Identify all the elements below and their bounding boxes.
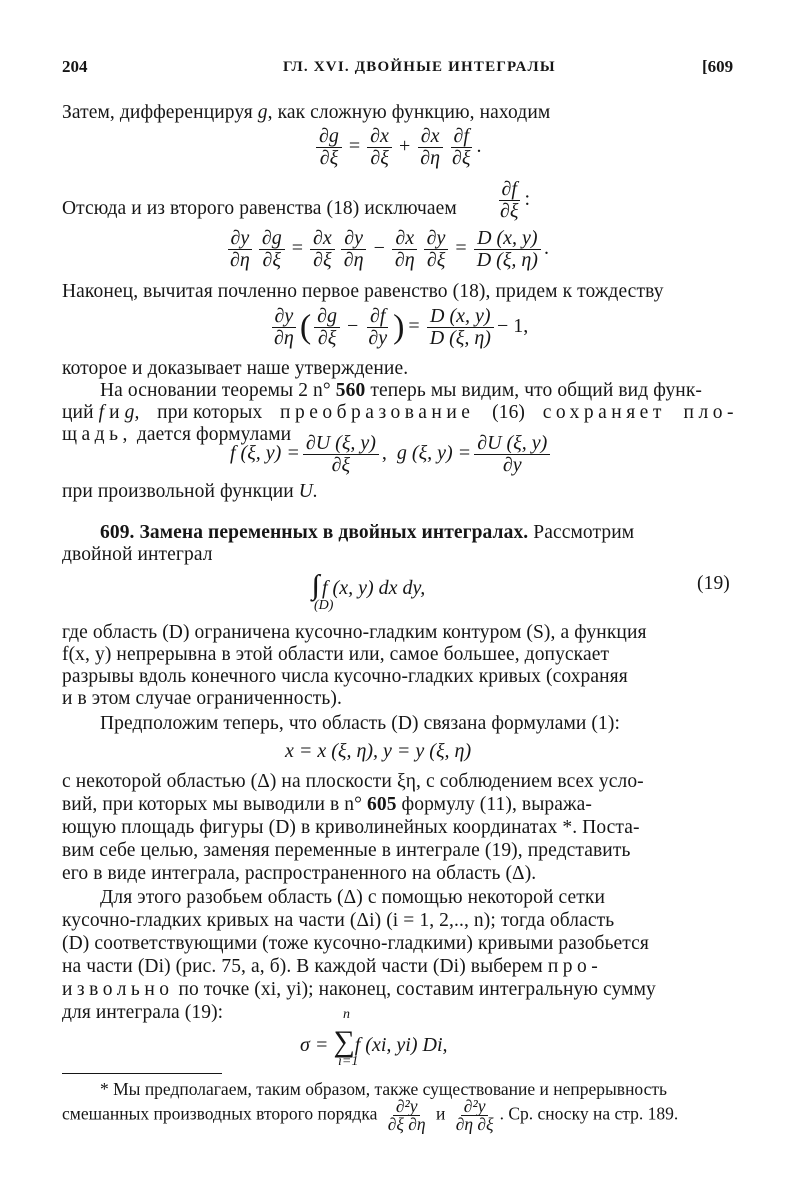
text: 605 — [367, 794, 397, 815]
text: двойной интеграл — [62, 544, 213, 565]
fraction: $\frac{\partial y}{\partial\eta}$ — [227, 228, 253, 271]
text-line: ющую площадь фигуры (D) в криволинейных координатах *. Поста- — [62, 817, 640, 838]
formula-identity: $\frac{\partial y}{\partial\eta}$ ( $\frac{\partial g}{\partial\xi}$ − $\frac{\partial f}{\partial y}$ ) = $\frac{D (x, y)}{D (\xi, \eta)}$ − 1, — [268, 306, 528, 349]
fraction: $\frac{\partial f}{\partial y}$ — [368, 305, 388, 349]
fraction: $\frac{\partial x}{\partial\xi}$ — [367, 126, 392, 169]
fraction: $\frac{\partial y}{\partial\xi}$ — [424, 228, 449, 271]
fraction: $\frac{\partial x}{\partial\eta}$ — [417, 126, 443, 169]
text-line — [62, 793, 592, 817]
text: извольно — [62, 979, 174, 1000]
fraction: $\frac{\partial g}{\partial\xi}$ — [314, 306, 340, 349]
fraction: $\frac{\text{∂²y}}{\partial\xi \partial\eta}$ — [387, 1096, 426, 1134]
footnote-divider — [62, 1073, 222, 1074]
text: и — [435, 1103, 446, 1124]
text-line: (D) соответствующими (тоже кусочно-гладкими) кривыми разобьется — [62, 933, 649, 954]
text: по точке (xi, yi); наконец, составим интегральную сумму — [178, 979, 656, 1000]
text: g — [257, 102, 268, 123]
text-line: Для этого разобьем область (Δ) с помощью некоторой сетки — [100, 887, 606, 908]
formula-substitution: x = x (ξ, η), y = y (ξ, η) — [285, 740, 472, 762]
text: сохраняет — [542, 402, 666, 423]
footnote-line — [62, 1098, 678, 1133]
text: теперь мы видим, что общий вид функ- — [370, 380, 702, 401]
text: 609. Замена переменных в двойных интегралах. — [100, 522, 529, 543]
text-line: и в этом случае ограниченность). — [62, 688, 342, 709]
sum-upper-limit: n — [343, 1007, 350, 1022]
text: ций f и g, — [62, 402, 140, 423]
text: (16) — [492, 402, 526, 423]
text: U. — [298, 481, 318, 502]
text: на части (Di) (рис. 75, а, б). В каждой части (Di) выберем — [62, 956, 543, 977]
text-line — [100, 379, 702, 403]
text: Рассмотрим — [533, 522, 635, 543]
fraction: $\frac{\partial U (\xi, y)}{\partial y}$ — [474, 433, 550, 476]
formula-double-integral: f (x, y) dx dy, — [322, 577, 426, 599]
text: На основании теоремы 2 n° — [100, 380, 331, 401]
text: при которых — [157, 402, 263, 423]
text-line — [62, 955, 602, 979]
fraction: $\frac{\partial U (\xi, y)}{\partial\xi}$ — [303, 433, 379, 476]
text: формулу (11), выража- — [401, 794, 592, 815]
formula-fg: f (ξ, y) = $\frac{\partial U (\xi, y)}{\partial\xi}$ , g (ξ, y) = $\frac{\partial U (\xi, y)}{\partial y}$ — [230, 433, 553, 476]
fraction: $\frac{\partial g}{\partial\xi}$ — [316, 126, 342, 169]
fraction: $\frac{\partial g}{\partial\xi}$ — [259, 228, 285, 271]
text-line: с некоторой областью (Δ) на плоскости ξη, с соблюдением всех усло- — [62, 771, 644, 792]
text: Затем, дифференцируя — [62, 102, 253, 123]
formula-integral-sum: σ = ∑f (xi, yi) Di, — [300, 1025, 448, 1058]
text-line: Предположим теперь, что область (D) связана формулами (1): — [100, 713, 620, 734]
fraction: $\frac{\partial y}{\partial\eta}$ — [341, 228, 367, 271]
section-ref: [609 — [702, 57, 734, 76]
fraction: $\frac{\partial x}{\partial\eta}$ — [392, 228, 418, 271]
text-line — [62, 197, 457, 221]
text: Наконец, вычитая почленно первое равенство (18), придем к тождеству — [62, 281, 664, 302]
text-line — [62, 280, 664, 304]
formula-jacobian-identity: $\frac{\partial y}{\partial\eta}$ $\frac{\partial g}{\partial\xi}$ = $\frac{\partial x}{\partial\xi}$ $\frac{\partial y}{\partial\eta}$ − $\frac{\partial x}{\partial\eta}$ $\frac{\partial y}{\partial\xi}$ = $\frac{D (x, y)}{D (\xi, \eta)}$ . — [224, 228, 549, 271]
text: которое и доказывает наше утверждение. — [62, 358, 409, 379]
text-line: f(x, y) непрерывна в этой области или, самое большее, допускает — [62, 644, 610, 665]
text-line: вим себе целью, заменяя переменные в интеграле (19), представить — [62, 840, 631, 861]
integral-domain: (D) — [314, 598, 334, 613]
formula-df-dxi: $\frac{\partial f}{\partial\xi}$ : — [494, 179, 530, 222]
formula-dg-dxi: $\frac{\partial g}{\partial\xi}$ = $\frac{\partial x}{\partial\xi}$ + $\frac{\partial x}{\partial\eta}$ $\frac{\partial f}{\partial\xi}$ . — [313, 126, 481, 169]
text-line — [62, 543, 213, 567]
text-line: его в виде интеграла, распространенного на область (Δ). — [62, 863, 537, 884]
text: . Ср. сноску на стр. 189. — [499, 1103, 679, 1124]
text-line — [62, 480, 318, 504]
text: про- — [547, 956, 603, 977]
text: щадь, — [62, 424, 132, 445]
text-line: кусочно-гладких кривых на части (Δi) (i = 1, 2,.., n); тогда область — [62, 910, 615, 931]
text-line — [62, 357, 408, 381]
text: вий, при которых мы выводили в n° — [62, 794, 363, 815]
text: преобразование — [280, 402, 475, 423]
text-line — [62, 101, 550, 125]
text: дается формулами — [136, 424, 292, 445]
text-line: где область (D) ограничена кусочно-гладким контуром (S), а функция — [62, 622, 647, 643]
fraction: $\frac{\partial x}{\partial\xi}$ — [310, 228, 335, 271]
fraction: $\frac{\partial f}{\partial\xi}$ — [452, 125, 471, 169]
equation-number: (19) — [697, 573, 730, 594]
fraction: $\frac{D (x, y)}{D (\xi, \eta)}$ — [427, 306, 494, 349]
text-line: для интеграла (19): — [62, 1002, 224, 1023]
chapter-title: ГЛ. XVI. ДВОЙНЫЕ ИНТЕГРАЛЫ — [283, 59, 556, 75]
text-line — [62, 401, 738, 425]
fraction: $\frac{\partial y}{\partial\eta}$ — [271, 306, 297, 349]
text: пло- — [683, 402, 738, 423]
text: при произвольной функции — [62, 481, 294, 502]
text: 560 — [335, 380, 366, 401]
text-line: разрывы вдоль конечного числа кусочно-гладких кривых (сохраняя — [62, 666, 628, 687]
text-line — [62, 978, 656, 1002]
text: Отсюда и из второго равенства (18) исключаем — [62, 198, 457, 219]
fraction: $\frac{\partial f}{\partial\xi}$ — [500, 178, 519, 222]
page-number: 204 — [62, 57, 88, 76]
sum-lower-limit: i=1 — [338, 1054, 359, 1069]
text: смешанных производных второго порядка — [62, 1103, 378, 1124]
text: , как сложную функцию, находим — [267, 102, 551, 123]
fraction: $\frac{\text{∂²y}}{\partial\eta \partial\xi}$ — [455, 1096, 494, 1134]
section-heading — [100, 521, 634, 545]
footnote-line: * Мы предполагаем, таким образом, также существование и непрерывность — [100, 1079, 668, 1099]
fraction: $\frac{D (x, y)}{D (\xi, \eta)}$ — [474, 228, 541, 271]
